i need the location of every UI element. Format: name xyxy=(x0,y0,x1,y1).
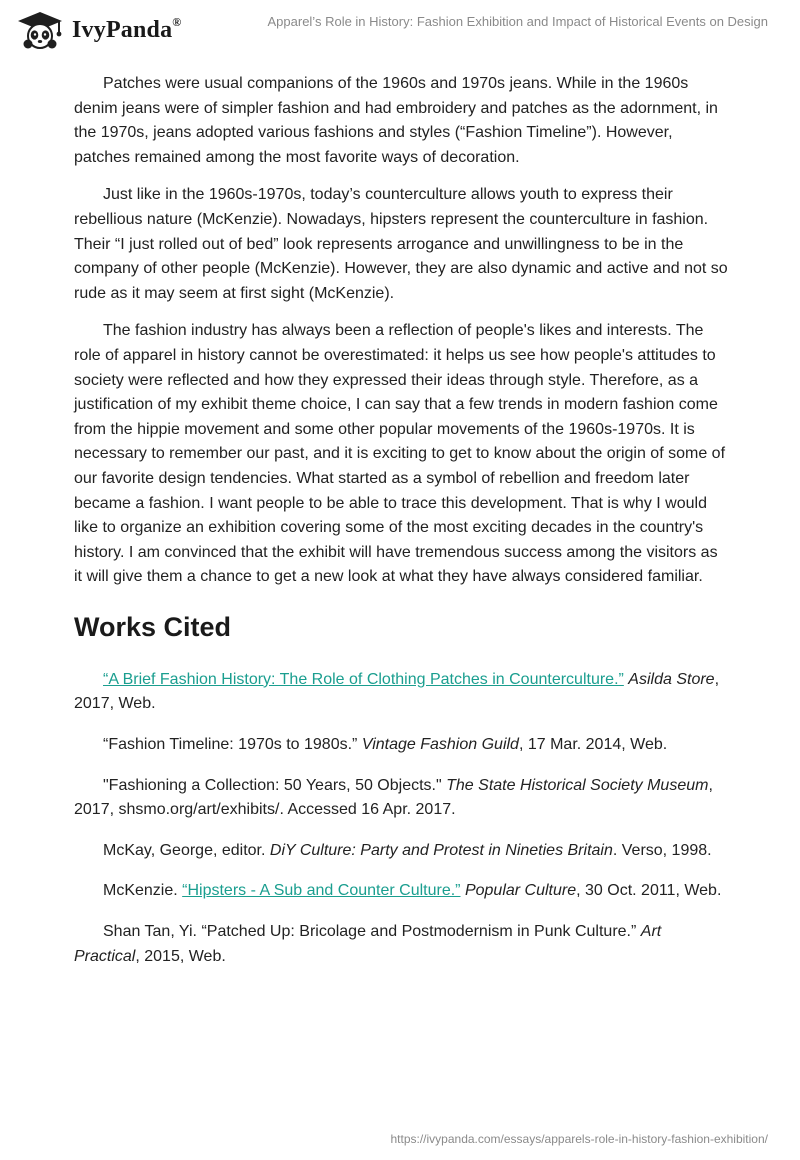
citation-entry xyxy=(74,920,728,969)
citation-details: , 30 Oct. 2011, Web. xyxy=(576,882,722,900)
citation-source: Popular Culture xyxy=(464,882,577,900)
citation-title: Shan Tan, Yi. “Patched Up: Bricolage and Postmodernism in Punk Culture.” xyxy=(103,923,641,941)
essay-title: Apparel’s Role in History: Fashion Exhibition and Impact of Historical Events on Design xyxy=(267,14,768,29)
citation-title: McKay, George, editor. xyxy=(103,841,270,859)
registered-mark: ® xyxy=(172,14,182,29)
paragraph-conclusion: The fashion industry has always been a reflection of people's likes and interests. The role of apparel in history cannot be overestimated: it helps us see how people's attitudes to society were reflected and how they expressed their ideas through style. Therefore, as a justification of my exhibit theme choice, I can say that a few trends in modern fashion come from the hippie movement and some other popular movements of the 1960s-1970s. It is necessary to remember our past, and it is exciting to get to know about the origin of some of our favorite design tendencies. What started as a symbol of rebellion and freedom later became a fashion. I want people to be able to trace this development. That is why I would like to organize an exhibition covering some of the most exciting decades in the country's history. I am convinced that the exhibit will have tremendous success among the visitors as it will give them a chance to get a new look at what they have always considered familiar. xyxy=(74,322,726,586)
logo-text xyxy=(72,14,182,44)
citation-link[interactable]: “Hipsters - A Sub and Counter Culture.” xyxy=(182,882,461,900)
citation-source: Vintage Fashion Guild xyxy=(361,736,519,754)
citation-link[interactable]: “A Brief Fashion History: The Role of Clothing Patches in Counterculture.” xyxy=(103,670,624,688)
ivypanda-logo[interactable] xyxy=(14,10,181,50)
citation-details: , 17 Mar. 2014, Web. xyxy=(518,736,668,754)
page-header xyxy=(0,0,800,60)
paragraph-counterculture: Just like in the 1960s-1970s, today’s counterculture allows youth to express their rebellious nature (McKenzie). Nowadays, hipsters represent the counterculture in fashion. Their “I just rolled out of bed” look represents arrogance and unwillingness to be in the company of other people (McKenzie). However, they are also dynamic and active and not so rude as it may seem at first sight (McKenzie). xyxy=(74,186,728,302)
works-cited-heading: Works Cited xyxy=(74,611,232,642)
citation-source: Asilda Store xyxy=(628,670,715,688)
citation-entry xyxy=(74,668,728,717)
citation-details: , 2015, Web. xyxy=(135,947,226,965)
citation-title: “Fashion Timeline: 1970s to 1980s.” xyxy=(103,736,362,754)
citation-entry xyxy=(74,839,728,864)
citation-title: "Fashioning a Collection: 50 Years, 50 Objects." xyxy=(103,776,447,794)
logo-wordmark: IvyPanda xyxy=(72,16,173,43)
footer-url[interactable]: https://ivypanda.com/essays/apparels-role-in-history-fashion-exhibition/ xyxy=(390,1132,768,1146)
panda-graduate-icon xyxy=(14,10,66,50)
citation-entry xyxy=(74,879,728,904)
paragraph-patches: Patches were usual companions of the 1960s and 1970s jeans. While in the 1960s denim jeans were of simpler fashion and had embroidery and patches as the adornment, in the 1970s, jeans adopted various fashions and styles (“Fashion Timeline”). However, patches remained among the most favorite ways of decoration. xyxy=(74,75,718,166)
citation-author: McKenzie. xyxy=(103,882,183,900)
citation-details: , 2017, Web. xyxy=(74,670,720,713)
citation-details: , 2017, shsmo.org/art/exhibits/. Accessed 16 Apr. 2017. xyxy=(74,776,713,819)
citation-entry xyxy=(74,774,728,823)
citation-source: The State Historical Society Museum xyxy=(446,776,709,794)
citation-entry xyxy=(74,733,728,758)
works-cited-list xyxy=(74,668,728,969)
citation-source: Art Practical xyxy=(74,923,662,965)
essay-body xyxy=(74,72,728,985)
citation-details: . Verso, 1998. xyxy=(612,841,712,859)
citation-source: DiY Culture: Party and Protest in Nineties Britain xyxy=(269,841,613,859)
